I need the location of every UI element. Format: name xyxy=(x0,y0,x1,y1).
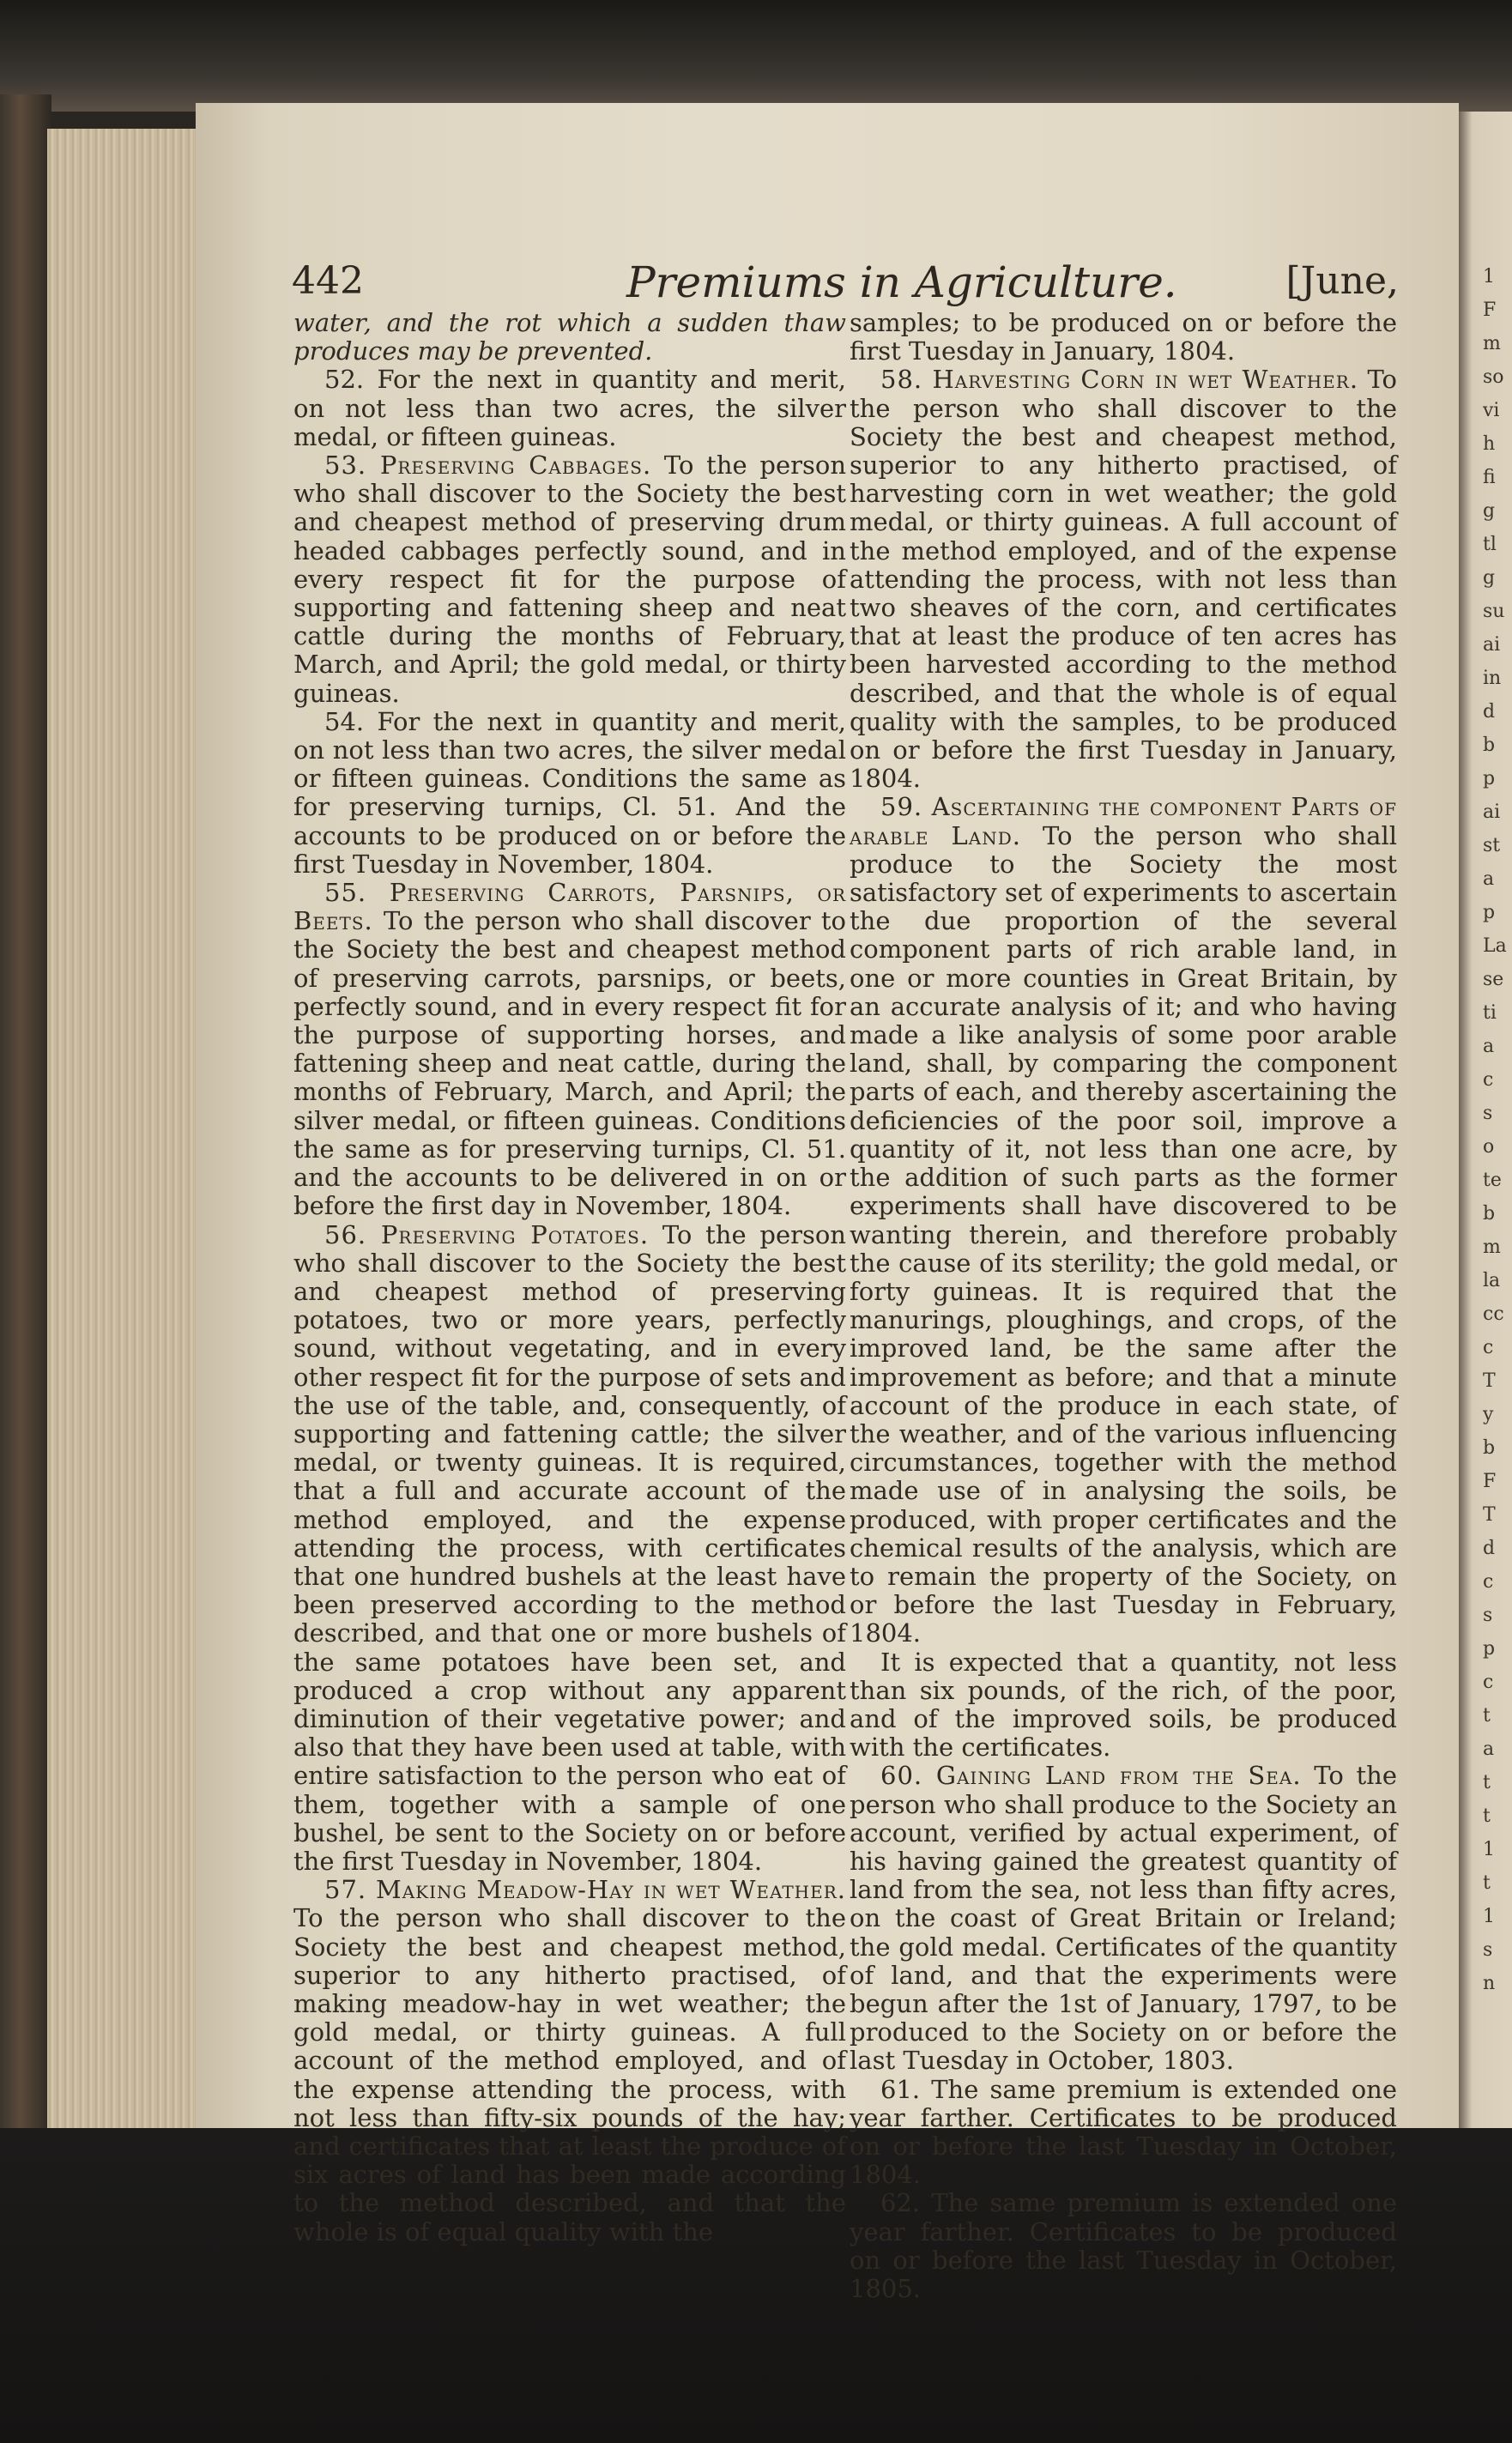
premium-58: 58. Harvesting Corn in wet Weather. To the person who shall discover to the Society the best and cheapest method, superior to any hitherto practised, of harvesting corn in wet weather; the gold medal, or thirty guineas. A full account of the method employed, and of the expense attending the process, with not less than two sheaves of the corn, and certificates that at least the produce of ten acres has been harvested according to the method described, and that the whole is of equal quality with the samples, to be produced on or before the first Tuesday in January, 1804. xyxy=(850,365,1397,794)
facing-page-fragment: tl xyxy=(1483,534,1497,555)
premium-53: 53. Preserving Cabbages. To the person who shall discover to the Society the best and cheapest method of preserving drum headed cabbages perfectly sound, and in every respect fit for the purpose of supporting and fattening sheep and neat cattle during the months of February, March, and April; the gold medal, or thirty guineas. xyxy=(293,451,847,708)
premium-heading: 53. Preserving Cabbages. xyxy=(324,451,652,481)
facing-page-fragment: b xyxy=(1483,735,1496,756)
facing-page-fragment: so xyxy=(1483,366,1504,388)
facing-page-fragment: in xyxy=(1483,668,1502,689)
facing-page-fragment: s xyxy=(1483,1939,1493,1961)
facing-page-fragment: cc xyxy=(1483,1303,1504,1325)
facing-page-fragment: fi xyxy=(1483,467,1496,488)
facing-page-fragment: la xyxy=(1483,1270,1501,1291)
paragraph-continuation: water, and the rot which a sudden thaw produces may be prevented. xyxy=(293,308,846,366)
premium-heading: 59. Ascertaining the component Parts of arable Land. xyxy=(850,792,1397,850)
facing-page-fragment: st xyxy=(1483,835,1501,856)
facing-page-fragment: p xyxy=(1483,902,1496,923)
premium-62: 62. The same premium is extended one year farther. Certificates to be produced on or before the last Tuesday in October, 1805. xyxy=(850,2188,1397,2304)
facing-page-fragment: ai xyxy=(1483,634,1501,656)
facing-page-fragment: La xyxy=(1483,935,1507,957)
facing-page-fragment: ti xyxy=(1483,1002,1497,1024)
facing-page-fragment: a xyxy=(1483,1036,1495,1057)
premium-52: 52. For the next in quantity and merit, on not less than two acres, the silver medal, or fifteen guineas. xyxy=(293,365,846,451)
right-column xyxy=(850,309,1397,2303)
page-edges xyxy=(47,129,199,2128)
facing-page-fragment: s xyxy=(1483,1605,1493,1626)
facing-page-fragment: c xyxy=(1483,1571,1494,1593)
premium-heading: 55. Preserving Carrots, Parsnips, or Beets. xyxy=(293,878,846,936)
premium-57: 57. Making Meadow-Hay in wet Weather. To the person who shall discover to the Society the best and cheapest method, superior to any hitherto practised, of making meadow-hay in wet weather; the gold medal, or thirty guineas. A full account of the method employed, and of the expense attending the process, with not less than fifty-six pounds of the hay; and certificates that at least the produce of six acres of land has been made according to the method described, and that the whole is of equal quality with the xyxy=(293,1875,846,2246)
premium-59-note: It is expected that a quantity, not less than six pounds, of the rich, of the poor, and of the improved soils, be produced with the certificates. xyxy=(850,1647,1397,1763)
facing-page-fragment: t xyxy=(1483,1805,1491,1827)
premium-60: 60. Gaining Land from the Sea. To the person who shall produce to the Society an account, verified by actual experiment, of his having gained the greatest quantity of land from the sea, not less than fifty acres, on the coast of Great Britain or Ireland; the gold medal. Certificates of the quantity of land, and that the experiments were begun after the 1st of January, 1797, to be produced to the Society on or before the last Tuesday in October, 1803. xyxy=(850,1761,1398,2076)
premium-59: 59. Ascertaining the component Parts of arable Land. To the person who shall produce to the Society the most satisfactory set of experiments to ascertain the due proportion of the several component parts of rich arable land, in one or more counties in Great Britain, by an accurate analysis of it; and who having made a like analysis of some poor arable land, shall, by comparing the component parts of each, and thereby ascertaining the deficiencies of the poor soil, improve a quantity of it, not less than one acre, by the addition of such parts as the former experiments shall have discovered to be wanting therein, and therefore probably the cause of its sterility; the gold medal, or forty guineas. It is required that the manurings, ploughings, and crops, of the improved land, be the same after the improvement as before; and that a minute account of the produce in each state, of the weather, and of the various influencing circumstances, together with the method made use of in analysing the soils, be produced, with proper certificates and the chemical results of the analysis, which are to remain the property of the Society, on or before the last Tuesday in February, 1804. xyxy=(850,792,1397,1648)
facing-page-fragment: n xyxy=(1483,1973,1496,1994)
facing-page-fragment: a xyxy=(1483,868,1495,890)
premium-54: 54. For the next in quantity and merit, on not less than two acres, the silver medal or fifteen guineas. Conditions the same as for preserving turnips, Cl. 51. And the accounts to be produced on or before the first Tuesday in November, 1804. xyxy=(293,706,846,879)
facing-page-fragment: p xyxy=(1483,768,1496,789)
facing-page-fragment: 1 xyxy=(1483,1839,1495,1860)
premium-56: 56. Preserving Potatoes. To the person who shall discover to the Society the best and cheapest method of preserving potatoes, two or more years, perfectly sound, without vegetating, and in every other respect fit for the purpose of sets and the use of the table, and, consequently, of supporting and fattening cattle; the silver medal, or twenty guineas. It is required, that a full and accurate account of the method employed, and the expense attending the process, with certificates that one hundred bushels at the least have been preserved according to the method described, and that one or more bushels of the same potatoes have been set, and produced a crop without any apparent diminution of their vegetative power; and also that they have been used at table, with entire satisfaction to the person who eat of them, together with a sample of one bushel, be sent to the Society on or before the first Tuesday in November, 1804. xyxy=(293,1219,846,1876)
facing-page-fragment: o xyxy=(1483,1136,1495,1158)
premium-heading: 58. Harvesting Corn in wet Weather. xyxy=(880,365,1359,395)
facing-page-fragment: t xyxy=(1483,1705,1491,1726)
facing-page-fragment: T xyxy=(1483,1504,1496,1526)
premium-61: 61. The same premium is extended one year farther. Certificates to be produced on or before the last Tuesday in October, 1804. xyxy=(850,2074,1397,2190)
facing-page-fragment: h xyxy=(1483,433,1496,455)
facing-page-fragment: m xyxy=(1483,333,1501,354)
facing-page-fragment: y xyxy=(1483,1404,1494,1425)
facing-page-fragment: t xyxy=(1483,1772,1491,1793)
premium-heading: 56. Preserving Potatoes. xyxy=(324,1219,650,1249)
facing-page-fragment: a xyxy=(1483,1739,1495,1760)
facing-page-fragment: g xyxy=(1483,567,1496,589)
facing-page-fragment: d xyxy=(1483,701,1496,723)
facing-page-fragment: F xyxy=(1483,1471,1497,1492)
facing-page-edge xyxy=(1459,112,1512,2128)
facing-page-fragment: b xyxy=(1483,1203,1496,1225)
facing-page-fragment: g xyxy=(1483,500,1496,522)
facing-page-fragment: ai xyxy=(1483,801,1501,823)
facing-page-fragment: 1 xyxy=(1483,266,1495,287)
facing-page-fragment: F xyxy=(1483,299,1497,321)
premium-55: 55. Preserving Carrots, Parsnips, or Beets. To the person who shall discover to the Society the best and cheapest method of preserving carrots, parsnips, or beets, perfectly sound, and in every respect fit for the purpose of supporting horses, and fattening sheep and neat cattle, during the months of February, March, and April; the silver medal, or fifteen guineas. Conditions the same as for preserving turnips, Cl. 51. and the accounts to be delivered in on or before the first day in November, 1804. xyxy=(293,878,847,1221)
page-number: 442 xyxy=(292,259,364,303)
page-header xyxy=(292,257,1399,309)
facing-page-fragment: 1 xyxy=(1483,1906,1495,1927)
premium-heading: 57. Making Meadow-Hay in wet Weather. xyxy=(324,1875,846,1905)
facing-page-fragment: te xyxy=(1483,1170,1502,1191)
facing-page-fragment: se xyxy=(1483,969,1504,990)
premium-heading: 60. Gaining Land from the Sea. xyxy=(880,1761,1302,1791)
background-top xyxy=(0,0,1512,112)
facing-page-fragment: vi xyxy=(1483,400,1500,421)
facing-page-fragment: T xyxy=(1483,1370,1496,1392)
facing-page-fragment: c xyxy=(1483,1069,1494,1091)
facing-page-fragment: m xyxy=(1483,1237,1501,1258)
facing-page-fragment: c xyxy=(1483,1672,1494,1693)
facing-page-fragment: b xyxy=(1483,1437,1496,1459)
book-cover-edge xyxy=(0,94,51,2137)
facing-page-fragment: p xyxy=(1483,1638,1496,1660)
facing-page-fragment: t xyxy=(1483,1872,1491,1894)
running-title: Premiums in Agriculture. xyxy=(626,257,1177,307)
running-date: [June, xyxy=(1285,259,1399,303)
facing-page-fragment: c xyxy=(1483,1337,1494,1358)
facing-page-fragment: d xyxy=(1483,1538,1496,1559)
paragraph-continuation: samples; to be produced on or before the first Tuesday in January, 1804. xyxy=(850,308,1397,366)
left-column xyxy=(293,309,846,2246)
facing-page-fragment: su xyxy=(1483,601,1505,622)
facing-page-fragment: s xyxy=(1483,1103,1493,1124)
